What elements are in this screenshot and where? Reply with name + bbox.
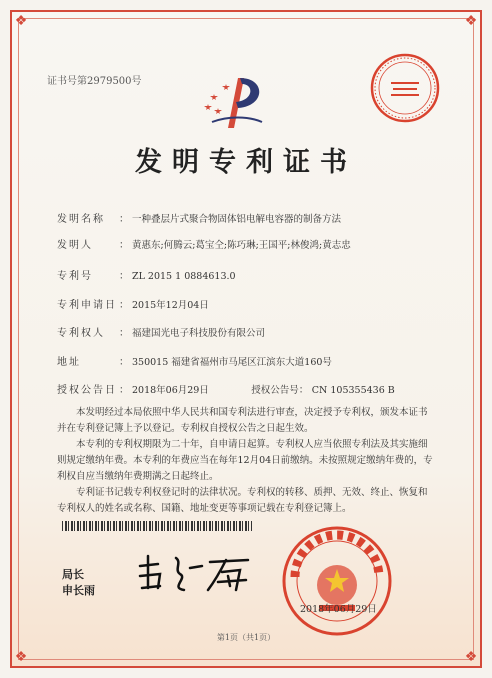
field-value: 350015 福建省福州市马尾区江滨东大道160号 xyxy=(132,357,332,368)
address-row: 地址 ： 350015 福建省福州市马尾区江滨东大道160号 xyxy=(57,353,332,368)
application-date-row: 专利申请日 ： 2015年12月04日 xyxy=(57,296,209,311)
corner-ornament: ❖ xyxy=(14,13,28,29)
body-paragraph: 本专利的专利权期限为二十年，自申请日起算。专利权人应当依照专利法及其实施细则规定缴纳年费。本专利的年费应当在每年12月04日前缴纳。未按照规定缴纳年费的，专利权自应当缴纳年费期满之日起终止。 xyxy=(57,439,433,482)
grant-row: 授权公告日 ： 2018年06月29日 授权公告号： CN 105355436 B xyxy=(57,381,395,396)
certificate-number: 证书号第2979500号 xyxy=(47,76,142,87)
field-value: 福建国光电子科技股份有限公司 xyxy=(132,328,266,339)
director-signature xyxy=(130,548,260,598)
certificate-title: 发明专利证书 xyxy=(135,147,357,178)
field-label: 专利申请日 xyxy=(57,300,117,311)
grant-number: CN 105355436 B xyxy=(311,385,395,396)
corner-ornament: ❖ xyxy=(14,649,28,665)
body-paragraph: 本发明经过本局依照中华人民共和国专利法进行审查，决定授予专利权，颁发本证书并在专利登记簿上予以登记。专利权自授权公告之日起生效。 xyxy=(57,407,428,434)
director-title: 局长 xyxy=(62,568,84,581)
seal-date: 2018年06月29日 xyxy=(300,604,377,615)
body-paragraph: 专利证书记载专利权登记时的法律状况。专利权的转移、质押、无效、终止、恢复和专利权人的姓名或名称、国籍、地址变更等事项记载在专利登记簿上。 xyxy=(57,487,428,514)
field-value: 黄惠东;何腾云;葛宝仝;陈巧琳;王国平;林俊鸿;黄志忠 xyxy=(132,240,351,251)
corner-ornament: ❖ xyxy=(464,649,478,665)
patent-number-row: 专利号 ： ZL 2015 1 0884613.0 xyxy=(57,267,236,282)
grant-date: 2018年06月29日 xyxy=(132,385,209,396)
field-value: ZL 2015 1 0884613.0 xyxy=(132,271,236,282)
official-seal-top xyxy=(369,52,441,124)
field-label: 发明名称 xyxy=(57,214,105,225)
field-label: 地址 xyxy=(57,357,81,368)
grant-number-label: 授权公告号 xyxy=(251,385,299,396)
official-seal-bottom xyxy=(281,525,393,637)
corner-ornament: ❖ xyxy=(464,13,478,29)
grant-date-label: 授权公告日 xyxy=(57,385,117,396)
field-label: 发明人 xyxy=(57,240,93,251)
field-label: 专利权人 xyxy=(57,328,105,339)
field-value: 2015年12月04日 xyxy=(132,300,209,311)
patent-office-logo xyxy=(198,66,268,136)
invention-name-row: 发明名称 ： 一种叠层片式聚合物固体铝电解电容器的制备方法 xyxy=(57,210,341,225)
certificate-body xyxy=(57,405,433,517)
director-name: 申长雨 xyxy=(62,584,95,597)
page-number: 第1页（共1页） xyxy=(216,633,276,642)
field-label: 专利号 xyxy=(57,271,93,282)
field-value: 一种叠层片式聚合物固体铝电解电容器的制备方法 xyxy=(132,214,342,225)
barcode xyxy=(62,521,252,531)
patentee-row: 专利权人 ： 福建国光电子科技股份有限公司 xyxy=(57,324,265,339)
inventors-row: 发明人 ： 黄惠东;何腾云;葛宝仝;陈巧琳;王国平;林俊鸿;黄志忠 xyxy=(57,236,351,251)
